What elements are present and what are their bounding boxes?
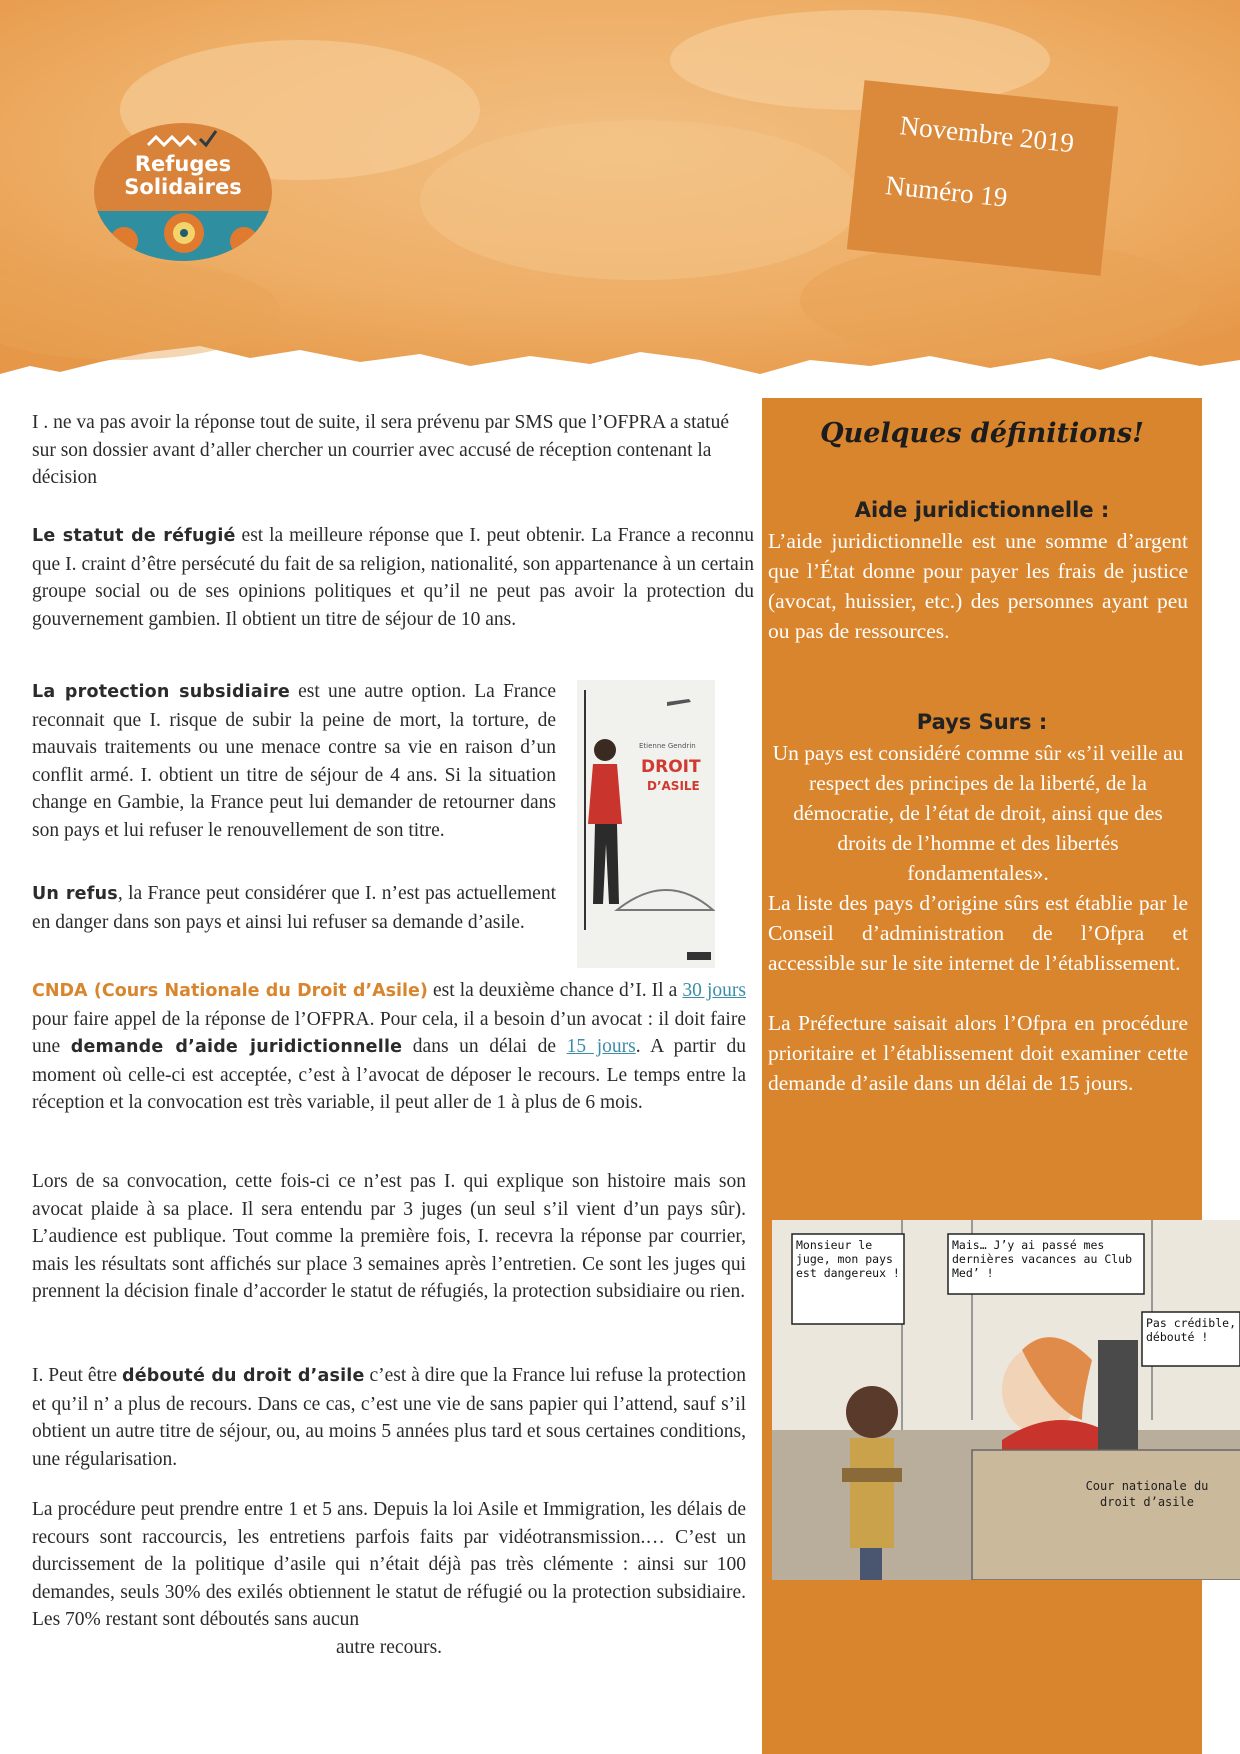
logo-line-1: Refuges: [134, 152, 232, 176]
paragraph-deboute: [32, 1362, 746, 1473]
desk-label: Cour nationale du droit d’asile: [1085, 1479, 1209, 1509]
pays-surs-heading: Pays Surs :: [916, 710, 1048, 734]
keyword-deboute: débouté du droit d’asile: [121, 1366, 365, 1386]
text-cnda-b: pour faire appel de la réponse de l’OFPRA. Pour cela, il a besoin d’un avocat : il doit faire une: [32, 1008, 746, 1057]
text-deboute-a: I. Peut être: [32, 1365, 122, 1386]
logo-text: [94, 153, 272, 199]
text-procedure-last: autre recours.: [335, 1636, 443, 1658]
issue-number: Numéro 19: [884, 170, 1009, 213]
aide-juridictionnelle-heading: Aide juridictionnelle :: [854, 498, 1110, 522]
issue-date-plate: [847, 80, 1118, 276]
fabric-pattern-icon: [94, 211, 272, 261]
logo-line-2: Solidaires: [124, 175, 242, 199]
paragraph-refus: [32, 880, 556, 936]
book-illustration: [577, 680, 715, 968]
paragraph-ofpra-response: I . ne va pas avoir la réponse tout de suite, il sera prévenu par SMS que l’OFPRA a statué sur son dossier avant d’aller chercher un courrier avec accusé de réception contenant la décision: [32, 412, 729, 488]
keyword-protection-subsidiaire: La protection subsidiaire: [32, 682, 290, 702]
keyword-demande-aide: demande d’aide juridictionnelle: [70, 1037, 403, 1057]
comic-cnda-hearing: [772, 1220, 1240, 1580]
link-15-jours[interactable]: 15 jours: [566, 1036, 636, 1057]
keyword-refus: Un refus: [32, 884, 118, 904]
sidebar-title: Quelques définitions!: [820, 418, 1144, 449]
keyword-cnda: CNDA (Cours Nationale du Droit d’Asile): [32, 981, 428, 1001]
book-title-2: D’ASILE: [647, 779, 700, 793]
paragraph-statut-refugie: [32, 522, 754, 633]
aide-juridictionnelle-text: L’aide juridictionnelle est une somme d’argent que l’État donne pour payer les frais de justice (avocat, huissier, etc.) des personnes ayant peu ou pas de ressources.: [768, 529, 1188, 643]
text-cnda-d: . A partir du moment où celle-ci est acceptée, c’est à l’avocat de déposer le recours. Le temps entre la réception et la convocation est très variable, il peut aller de 1 à plus de 6 mois.: [32, 1036, 746, 1113]
pays-surs-text-2: La liste des pays d’origine sûrs est établie par le Conseil d’administration de l’Ofpra et accessible sur le site internet de l’établissement.: [768, 891, 1188, 975]
logo: [94, 123, 272, 261]
keyword-statut-refugie: Le statut de réfugié: [32, 526, 236, 546]
paragraph-procedure: [32, 1496, 746, 1661]
text-protection-subsidiaire: est une autre option. La France reconnait que I. risque de subir la peine de mort, la torture, de mauvais traitements ou une menace contre sa vie en raison d’un conflit armé. I. obtient un titre de séjour de 4 ans. Si la situation change en Gambie, la France peut lui demander de retourner dans son pays et lui refuser le renouvellement de son titre.: [32, 681, 556, 841]
speech-bubble-verdict: Pas crédible, débouté !: [1146, 1316, 1237, 1344]
pays-surs-text-3: La Préfecture saisait alors l’Ofpra en procédure prioritaire et l’établissement doit examiner cette demande d’asile dans un délai de 15 jours.: [768, 1011, 1188, 1095]
text-refus: , la France peut considérer que I. n’est pas actuellement en danger dans son pays et ainsi lui refuser sa demande d’asile.: [32, 883, 556, 933]
mountains-check-icon: [146, 129, 218, 151]
link-30-jours[interactable]: 30 jours: [682, 980, 746, 1001]
paragraph-cnda: [32, 977, 746, 1117]
text-cnda-c: dans un délai de: [402, 1036, 567, 1057]
book-author: Etienne Gendrin: [639, 742, 696, 750]
speech-bubble-judge: Mais… J’y ai passé mes dernières vacances au Club Med’ !: [952, 1238, 1133, 1280]
paragraph-convocation: Lors de sa convocation, cette fois-ci ce n’est pas I. qui explique son histoire mais son avocat plaide à sa place. Il sera entendu par 3 juges (un seul s’il vient d’un pays sûr). L’audience est publique. Tout comme la première fois, I. recevra la réponse par courrier, mais les résultats sont affichés sur place 3 semaines après l’entretien. Ce sont les juges qui prennent la décision finale d’accorder le statut de réfugiés, la protection subsidiaire ou rien.: [32, 1171, 746, 1302]
text-statut-refugie: est la meilleure réponse que I. peut obtenir. La France a reconnu que I. craint d’être persécuté du fait de sa religion, nationalité, son appartenance à un certain groupe social ou de ses opinions politiques et qu’il ne peut pas avoir la protection du gouvernement gambien. Il obtient un titre de séjour de 10 ans.: [32, 525, 754, 630]
issue-date: Novembre 2019: [898, 110, 1076, 159]
text-cnda-a: est la deuxième chance d’I. Il a: [427, 980, 683, 1001]
paragraph-protection-subsidiaire: [32, 678, 556, 844]
text-deboute-b: c’est à dire que la France lui refuse la protection et qu’il n’ a plus de recours. Dans ce cas, c’est une vie de sans papier qui l’attend, sauf s’il obtient un autre titre de séjour, ou, au moins 5 années plus tard et sous certaines conditions, une régularisation.: [32, 1365, 746, 1470]
text-procedure: La procédure peut prendre entre 1 et 5 ans. Depuis la loi Asile et Immigration, les délais de recours sont raccourcis, les entretiens parfois faits par vidéotransmission.… C’est un durcissement de la politique d’asile qui n’était déjà pas très clémente : ainsi sur 100 demandes, seuls 30% des exilés obtiennent le statut de réfugié ou la protection subsidiaire. Les 70% restant sont déboutés sans aucun: [32, 1499, 746, 1630]
book-cover-droit-asile: [577, 680, 715, 968]
pays-surs-text-1: Un pays est considéré comme sûr «s’il veille au respect des principes de la liberté, de la démocratie, de l’état de droit, ainsi que des droits de l’homme et des libertés fondamentales».: [772, 741, 1184, 885]
speech-bubble-refugee: Monsieur le juge, mon pays est dangereux !: [796, 1238, 900, 1280]
book-title-1: DROIT: [641, 757, 701, 777]
comic-illustration: [772, 1220, 1240, 1580]
